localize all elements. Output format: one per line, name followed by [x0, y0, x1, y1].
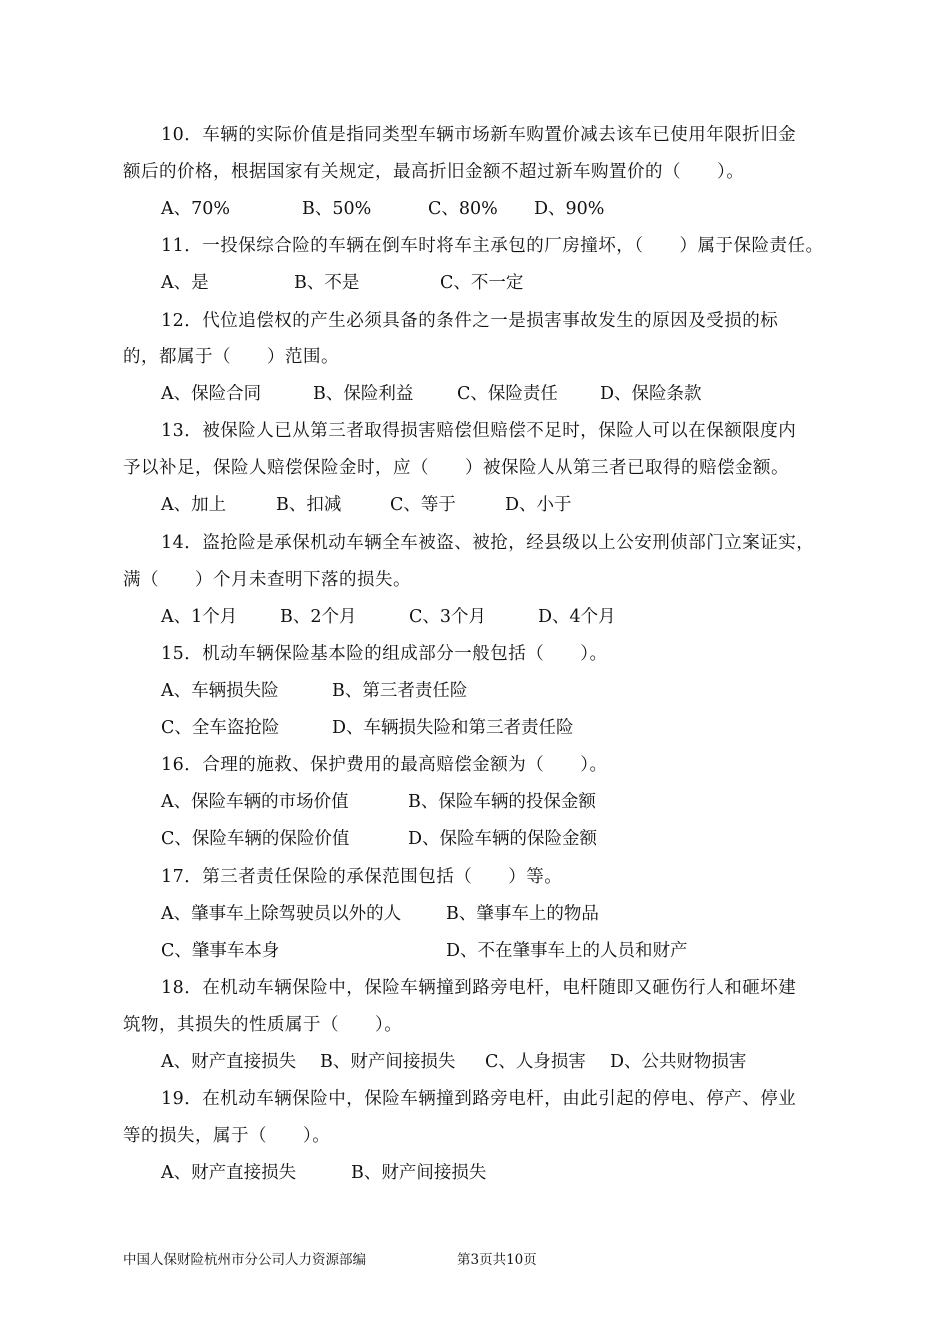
q10-option-b: B、50% — [302, 199, 372, 219]
q14-option-d: D、4个月 — [538, 607, 616, 627]
q12-option-d: D、保险条款 — [600, 384, 702, 404]
q17-option-a: A、肇事车上除驾驶员以外的人 — [161, 904, 402, 924]
q10-option-c: C、80% — [428, 199, 498, 219]
question-12-line-2: 的，都属于（ ）范围。 — [123, 347, 339, 367]
question-14-line-2: 满（ ）个月未查明下落的损失。 — [123, 570, 411, 590]
q12-option-c: C、保险责任 — [457, 384, 558, 404]
question-12-line-1: 12．代位追偿权的产生必须具备的条件之一是损害事故发生的原因及受损的标 — [161, 311, 779, 331]
footer-department: 中国人保财险杭州市分公司人力资源部编 — [123, 1252, 366, 1268]
q12-option-b: B、保险利益 — [313, 384, 414, 404]
q18-option-c: C、人身损害 — [485, 1052, 586, 1072]
question-19-line-2: 等的损失，属于（ ）。 — [123, 1126, 331, 1146]
q18-option-d: D、公共财物损害 — [610, 1052, 747, 1072]
footer-page-number: 第3页共10页 — [457, 1252, 537, 1268]
question-16-line-1: 16．合理的施救、保护费用的最高赔偿金额为（ ）。 — [161, 755, 608, 775]
q11-option-b: B、不是 — [294, 273, 360, 293]
q18-option-b: B、财产间接损失 — [320, 1052, 456, 1072]
question-11-line-1: 11．一投保综合险的车辆在倒车时将车主承包的厂房撞坏，（ ）属于保险责任。 — [161, 236, 824, 256]
q17-option-d: D、不在肇事车上的人员和财产 — [446, 941, 688, 961]
q14-option-b: B、2个月 — [280, 607, 357, 627]
q16-option-b: B、保险车辆的投保金额 — [408, 792, 596, 812]
q18-option-a: A、财产直接损失 — [161, 1052, 297, 1072]
q13-option-c: C、等于 — [390, 495, 456, 515]
q13-option-d: D、小于 — [505, 495, 572, 515]
q19-option-b: B、财产间接损失 — [351, 1163, 487, 1183]
question-10-line-1: 10．车辆的实际价值是指同类型车辆市场新车购置价减去该车已使用年限折旧金 — [161, 125, 797, 145]
q14-option-c: C、3个月 — [409, 607, 487, 627]
q16-option-d: D、保险车辆的保险金额 — [408, 829, 598, 849]
question-13-line-2: 予以补足，保险人赔偿保险金时，应（ ）被保险人从第三者已取得的赔偿金额。 — [123, 458, 789, 478]
q11-option-c: C、不一定 — [440, 273, 524, 293]
q10-option-a: A、70% — [161, 199, 231, 219]
q15-option-c: C、全车盗抢险 — [161, 718, 280, 738]
question-17-line-1: 17．第三者责任保险的承保范围包括（ ）等。 — [161, 867, 563, 887]
question-19-line-1: 19．在机动车辆保险中，保险车辆撞到路旁电杆，由此引起的停电、停产、停业 — [161, 1089, 797, 1109]
question-13-line-1: 13．被保险人已从第三者取得损害赔偿但赔偿不足时，保险人可以在保额限度内 — [161, 421, 797, 441]
q10-option-d: D、90% — [534, 199, 605, 219]
q15-option-a: A、车辆损失险 — [161, 681, 279, 701]
q13-option-b: B、扣减 — [276, 495, 342, 515]
question-14-line-1: 14．盗抢险是承保机动车辆全车被盗、被抢，经县级以上公安刑侦部门立案证实， — [161, 533, 815, 553]
q17-option-b: B、肇事车上的物品 — [446, 904, 599, 924]
question-18-line-1: 18．在机动车辆保险中，保险车辆撞到路旁电杆，电杆随即又砸伤行人和砸坏建 — [161, 978, 797, 998]
q12-option-a: A、保险合同 — [161, 384, 262, 404]
q14-option-a: A、1个月 — [161, 607, 238, 627]
q15-option-d: D、车辆损失险和第三者责任险 — [332, 718, 574, 738]
q16-option-c: C、保险车辆的保险价值 — [161, 829, 350, 849]
q15-option-b: B、第三者责任险 — [332, 681, 468, 701]
q16-option-a: A、保险车辆的市场价值 — [161, 792, 349, 812]
q17-option-c: C、肇事车本身 — [161, 941, 280, 961]
question-15-line-1: 15．机动车辆保险基本险的组成部分一般包括（ ）。 — [161, 644, 608, 664]
q13-option-a: A、加上 — [161, 495, 227, 515]
q11-option-a: A、是 — [161, 273, 209, 293]
question-18-line-2: 筑物，其损失的性质属于（ ）。 — [123, 1015, 403, 1035]
question-10-line-2: 额后的价格，根据国家有关规定，最高折旧金额不超过新车购置价的（ ）。 — [123, 162, 745, 182]
q19-option-a: A、财产直接损失 — [161, 1163, 297, 1183]
